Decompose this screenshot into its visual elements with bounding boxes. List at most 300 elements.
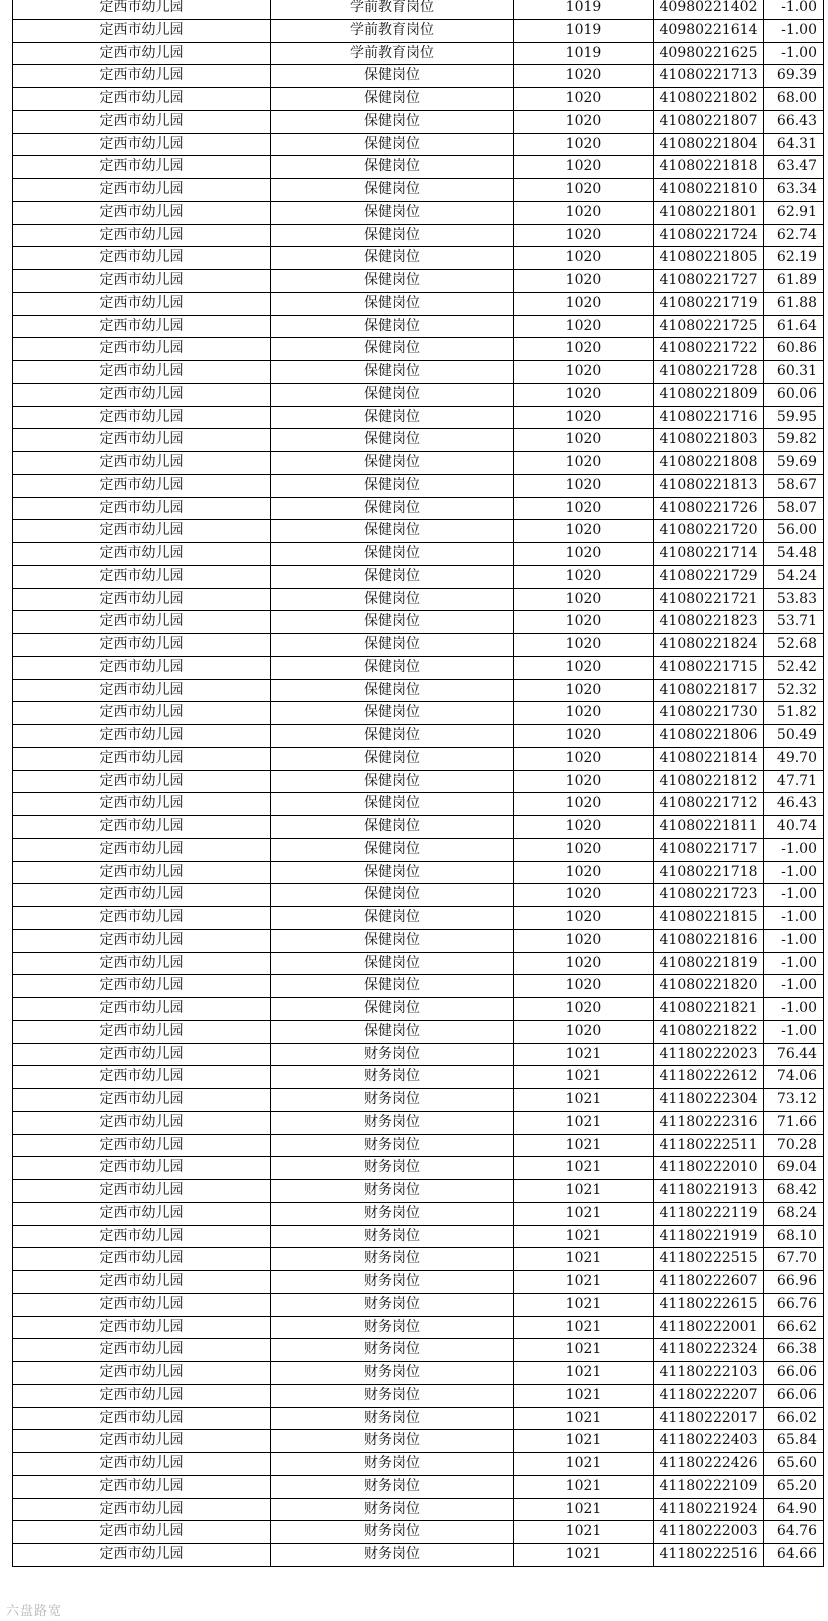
score-cell: 62.91	[764, 201, 824, 224]
position-cell: 保健岗位	[271, 156, 514, 179]
position-code-cell: 1019	[514, 0, 654, 19]
position-code-cell: 1021	[514, 1180, 654, 1203]
ticket-number-cell: 41080221725	[654, 315, 764, 338]
score-cell: 70.28	[764, 1134, 824, 1157]
table-row	[13, 383, 824, 406]
score-cell: -1.00	[764, 998, 824, 1021]
table-row	[13, 1407, 824, 1430]
table-row	[13, 1134, 824, 1157]
score-cell: 66.02	[764, 1407, 824, 1430]
table-row	[13, 702, 824, 725]
position-cell: 保健岗位	[271, 292, 514, 315]
ticket-number-cell: 41080221724	[654, 224, 764, 247]
score-cell: -1.00	[764, 975, 824, 998]
position-code-cell: 1021	[514, 1202, 654, 1225]
ticket-number-cell: 41080221712	[654, 793, 764, 816]
table-row	[13, 588, 824, 611]
table-row	[13, 634, 824, 657]
table-row	[13, 42, 824, 65]
employer-cell: 定西市幼儿园	[13, 634, 271, 657]
position-code-cell: 1021	[514, 1384, 654, 1407]
score-cell: 61.88	[764, 292, 824, 315]
employer-cell: 定西市幼儿园	[13, 429, 271, 452]
score-table-body	[13, 0, 824, 1566]
table-row	[13, 156, 824, 179]
table-row	[13, 1020, 824, 1043]
ticket-number-cell: 41180222304	[654, 1089, 764, 1112]
ticket-number-cell: 41080221824	[654, 634, 764, 657]
position-code-cell: 1021	[514, 1453, 654, 1476]
position-cell: 保健岗位	[271, 452, 514, 475]
ticket-number-cell: 41080221716	[654, 406, 764, 429]
table-row	[13, 1248, 824, 1271]
score-cell: -1.00	[764, 0, 824, 19]
employer-cell: 定西市幼儿园	[13, 1180, 271, 1203]
employer-cell: 定西市幼儿园	[13, 292, 271, 315]
position-cell: 保健岗位	[271, 816, 514, 839]
score-cell: 69.39	[764, 65, 824, 88]
employer-cell: 定西市幼儿园	[13, 1407, 271, 1430]
score-cell: 68.00	[764, 88, 824, 111]
position-cell: 保健岗位	[271, 565, 514, 588]
position-cell: 保健岗位	[271, 929, 514, 952]
position-cell: 保健岗位	[271, 634, 514, 657]
position-cell: 财务岗位	[271, 1544, 514, 1567]
position-cell: 财务岗位	[271, 1316, 514, 1339]
ticket-number-cell: 41080221813	[654, 474, 764, 497]
table-row	[13, 1384, 824, 1407]
table-row	[13, 679, 824, 702]
position-code-cell: 1021	[514, 1407, 654, 1430]
position-cell: 保健岗位	[271, 725, 514, 748]
position-code-cell: 1020	[514, 998, 654, 1021]
position-cell: 保健岗位	[271, 838, 514, 861]
ticket-number-cell: 41080221819	[654, 952, 764, 975]
table-row	[13, 838, 824, 861]
employer-cell: 定西市幼儿园	[13, 0, 271, 19]
table-row	[13, 611, 824, 634]
table-row	[13, 1339, 824, 1362]
score-cell: 49.70	[764, 747, 824, 770]
position-code-cell: 1021	[514, 1089, 654, 1112]
employer-cell: 定西市幼儿园	[13, 315, 271, 338]
employer-cell: 定西市幼儿园	[13, 1225, 271, 1248]
ticket-number-cell: 41080221812	[654, 770, 764, 793]
employer-cell: 定西市幼儿园	[13, 133, 271, 156]
position-cell: 保健岗位	[271, 611, 514, 634]
employer-cell: 定西市幼儿园	[13, 702, 271, 725]
score-cell: 68.24	[764, 1202, 824, 1225]
score-cell: -1.00	[764, 929, 824, 952]
employer-cell: 定西市幼儿园	[13, 224, 271, 247]
table-row	[13, 1453, 824, 1476]
ticket-number-cell: 41080221713	[654, 65, 764, 88]
position-code-cell: 1021	[514, 1248, 654, 1271]
position-cell: 保健岗位	[271, 110, 514, 133]
score-cell: 53.83	[764, 588, 824, 611]
position-cell: 财务岗位	[271, 1134, 514, 1157]
employer-cell: 定西市幼儿园	[13, 952, 271, 975]
position-cell: 财务岗位	[271, 1202, 514, 1225]
score-cell: 64.31	[764, 133, 824, 156]
ticket-number-cell: 41080221728	[654, 361, 764, 384]
table-row	[13, 1066, 824, 1089]
position-cell: 保健岗位	[271, 338, 514, 361]
score-cell: 59.69	[764, 452, 824, 475]
table-row	[13, 656, 824, 679]
table-row	[13, 1271, 824, 1294]
score-cell: 68.42	[764, 1180, 824, 1203]
position-code-cell: 1020	[514, 702, 654, 725]
employer-cell: 定西市幼儿园	[13, 611, 271, 634]
employer-cell: 定西市幼儿园	[13, 679, 271, 702]
ticket-number-cell: 41080221815	[654, 907, 764, 930]
position-cell: 保健岗位	[271, 884, 514, 907]
table-row	[13, 1475, 824, 1498]
employer-cell: 定西市幼儿园	[13, 110, 271, 133]
ticket-number-cell: 41080221822	[654, 1020, 764, 1043]
table-row	[13, 725, 824, 748]
score-cell: 66.06	[764, 1384, 824, 1407]
position-cell: 财务岗位	[271, 1293, 514, 1316]
table-row	[13, 1225, 824, 1248]
position-code-cell: 1020	[514, 497, 654, 520]
table-row	[13, 952, 824, 975]
score-table	[12, 0, 824, 1567]
position-cell: 财务岗位	[271, 1111, 514, 1134]
ticket-number-cell: 41180221919	[654, 1225, 764, 1248]
score-cell: 60.06	[764, 383, 824, 406]
score-cell: -1.00	[764, 19, 824, 42]
position-code-cell: 1019	[514, 19, 654, 42]
score-cell: 47.71	[764, 770, 824, 793]
position-code-cell: 1020	[514, 429, 654, 452]
position-code-cell: 1020	[514, 543, 654, 566]
position-cell: 保健岗位	[271, 656, 514, 679]
ticket-number-cell: 41180222511	[654, 1134, 764, 1157]
employer-cell: 定西市幼儿园	[13, 1544, 271, 1567]
ticket-number-cell: 41080221727	[654, 270, 764, 293]
employer-cell: 定西市幼儿园	[13, 929, 271, 952]
table-row	[13, 1521, 824, 1544]
score-cell: -1.00	[764, 1020, 824, 1043]
score-cell: 66.06	[764, 1362, 824, 1385]
position-cell: 财务岗位	[271, 1407, 514, 1430]
position-code-cell: 1021	[514, 1475, 654, 1498]
position-code-cell: 1020	[514, 383, 654, 406]
position-cell: 财务岗位	[271, 1362, 514, 1385]
position-cell: 保健岗位	[271, 975, 514, 998]
employer-cell: 定西市幼儿园	[13, 998, 271, 1021]
position-code-cell: 1020	[514, 634, 654, 657]
ticket-number-cell: 41080221811	[654, 816, 764, 839]
position-cell: 财务岗位	[271, 1225, 514, 1248]
table-row	[13, 747, 824, 770]
position-cell: 保健岗位	[271, 247, 514, 270]
ticket-number-cell: 41180222010	[654, 1157, 764, 1180]
employer-cell: 定西市幼儿园	[13, 19, 271, 42]
employer-cell: 定西市幼儿园	[13, 1043, 271, 1066]
employer-cell: 定西市幼儿园	[13, 42, 271, 65]
ticket-number-cell: 41080221726	[654, 497, 764, 520]
employer-cell: 定西市幼儿园	[13, 816, 271, 839]
ticket-number-cell: 41080221820	[654, 975, 764, 998]
score-cell: 54.48	[764, 543, 824, 566]
employer-cell: 定西市幼儿园	[13, 1066, 271, 1089]
position-cell: 财务岗位	[271, 1248, 514, 1271]
position-code-cell: 1020	[514, 338, 654, 361]
table-row	[13, 1043, 824, 1066]
ticket-number-cell: 41180222003	[654, 1521, 764, 1544]
score-cell: 66.76	[764, 1293, 824, 1316]
ticket-number-cell: 41080221823	[654, 611, 764, 634]
score-cell: 60.31	[764, 361, 824, 384]
score-cell: 52.42	[764, 656, 824, 679]
ticket-number-cell: 41180222207	[654, 1384, 764, 1407]
ticket-number-cell: 41180222426	[654, 1453, 764, 1476]
employer-cell: 定西市幼儿园	[13, 861, 271, 884]
employer-cell: 定西市幼儿园	[13, 247, 271, 270]
employer-cell: 定西市幼儿园	[13, 520, 271, 543]
position-cell: 学前教育岗位	[271, 0, 514, 19]
ticket-number-cell: 41180222023	[654, 1043, 764, 1066]
position-cell: 保健岗位	[271, 907, 514, 930]
table-row	[13, 361, 824, 384]
position-code-cell: 1021	[514, 1362, 654, 1385]
table-row	[13, 19, 824, 42]
table-row	[13, 88, 824, 111]
position-code-cell: 1020	[514, 452, 654, 475]
ticket-number-cell: 41180222017	[654, 1407, 764, 1430]
position-cell: 保健岗位	[271, 179, 514, 202]
ticket-number-cell: 41080221810	[654, 179, 764, 202]
position-cell: 保健岗位	[271, 588, 514, 611]
employer-cell: 定西市幼儿园	[13, 725, 271, 748]
ticket-number-cell: 41180222612	[654, 1066, 764, 1089]
table-row	[13, 292, 824, 315]
employer-cell: 定西市幼儿园	[13, 1157, 271, 1180]
score-cell: 58.67	[764, 474, 824, 497]
table-row	[13, 1498, 824, 1521]
position-cell: 保健岗位	[271, 520, 514, 543]
position-cell: 保健岗位	[271, 793, 514, 816]
employer-cell: 定西市幼儿园	[13, 1111, 271, 1134]
position-cell: 财务岗位	[271, 1384, 514, 1407]
table-row	[13, 929, 824, 952]
table-row	[13, 1157, 824, 1180]
position-code-cell: 1020	[514, 679, 654, 702]
ticket-number-cell: 41080221723	[654, 884, 764, 907]
table-row	[13, 429, 824, 452]
employer-cell: 定西市幼儿园	[13, 201, 271, 224]
position-cell: 保健岗位	[271, 861, 514, 884]
position-cell: 财务岗位	[271, 1043, 514, 1066]
table-row	[13, 1362, 824, 1385]
position-code-cell: 1020	[514, 838, 654, 861]
table-row	[13, 315, 824, 338]
ticket-number-cell: 41180222516	[654, 1544, 764, 1567]
position-code-cell: 1020	[514, 725, 654, 748]
employer-cell: 定西市幼儿园	[13, 975, 271, 998]
position-cell: 保健岗位	[271, 383, 514, 406]
table-row	[13, 0, 824, 19]
table-row	[13, 793, 824, 816]
ticket-number-cell: 41080221801	[654, 201, 764, 224]
score-cell: 63.47	[764, 156, 824, 179]
score-cell: 66.38	[764, 1339, 824, 1362]
table-row	[13, 452, 824, 475]
position-code-cell: 1020	[514, 179, 654, 202]
table-row	[13, 133, 824, 156]
position-cell: 财务岗位	[271, 1089, 514, 1112]
ticket-number-cell: 41080221722	[654, 338, 764, 361]
table-row	[13, 1293, 824, 1316]
score-cell: 59.82	[764, 429, 824, 452]
position-code-cell: 1020	[514, 816, 654, 839]
ticket-number-cell: 41180222109	[654, 1475, 764, 1498]
position-code-cell: 1021	[514, 1157, 654, 1180]
position-code-cell: 1021	[514, 1430, 654, 1453]
score-cell: 51.82	[764, 702, 824, 725]
employer-cell: 定西市幼儿园	[13, 1020, 271, 1043]
position-cell: 学前教育岗位	[271, 42, 514, 65]
ticket-number-cell: 41180222103	[654, 1362, 764, 1385]
ticket-number-cell: 41080221715	[654, 656, 764, 679]
employer-cell: 定西市幼儿园	[13, 65, 271, 88]
table-row	[13, 1316, 824, 1339]
ticket-number-cell: 40980221614	[654, 19, 764, 42]
table-row	[13, 884, 824, 907]
position-cell: 保健岗位	[271, 429, 514, 452]
ticket-number-cell: 41080221818	[654, 156, 764, 179]
employer-cell: 定西市幼儿园	[13, 383, 271, 406]
employer-cell: 定西市幼儿园	[13, 452, 271, 475]
score-cell: -1.00	[764, 907, 824, 930]
position-cell: 保健岗位	[271, 224, 514, 247]
ticket-number-cell: 41180222324	[654, 1339, 764, 1362]
ticket-number-cell: 41080221804	[654, 133, 764, 156]
position-code-cell: 1021	[514, 1498, 654, 1521]
ticket-number-cell: 41080221807	[654, 110, 764, 133]
position-cell: 保健岗位	[271, 201, 514, 224]
employer-cell: 定西市幼儿园	[13, 838, 271, 861]
employer-cell: 定西市幼儿园	[13, 338, 271, 361]
ticket-number-cell: 41080221803	[654, 429, 764, 452]
ticket-number-cell: 41080221805	[654, 247, 764, 270]
watermark-text: 六盘路宽	[6, 1604, 63, 1619]
score-cell: 66.96	[764, 1271, 824, 1294]
ticket-number-cell: 41080221717	[654, 838, 764, 861]
table-row	[13, 1111, 824, 1134]
ticket-number-cell: 40980221625	[654, 42, 764, 65]
position-cell: 财务岗位	[271, 1521, 514, 1544]
position-code-cell: 1021	[514, 1521, 654, 1544]
position-code-cell: 1020	[514, 1020, 654, 1043]
employer-cell: 定西市幼儿园	[13, 884, 271, 907]
position-cell: 保健岗位	[271, 1020, 514, 1043]
ticket-number-cell: 41180222615	[654, 1293, 764, 1316]
position-code-cell: 1020	[514, 770, 654, 793]
position-code-cell: 1020	[514, 247, 654, 270]
table-row	[13, 179, 824, 202]
table-row	[13, 65, 824, 88]
table-row	[13, 520, 824, 543]
position-code-cell: 1020	[514, 292, 654, 315]
table-row	[13, 1430, 824, 1453]
table-row	[13, 497, 824, 520]
ticket-number-cell: 41080221806	[654, 725, 764, 748]
table-row	[13, 338, 824, 361]
ticket-number-cell: 41080221817	[654, 679, 764, 702]
employer-cell: 定西市幼儿园	[13, 497, 271, 520]
position-cell: 保健岗位	[271, 474, 514, 497]
ticket-number-cell: 41180222001	[654, 1316, 764, 1339]
employer-cell: 定西市幼儿园	[13, 793, 271, 816]
position-cell: 保健岗位	[271, 315, 514, 338]
table-row	[13, 406, 824, 429]
position-code-cell: 1020	[514, 270, 654, 293]
position-code-cell: 1020	[514, 201, 654, 224]
table-row	[13, 110, 824, 133]
position-cell: 保健岗位	[271, 952, 514, 975]
position-code-cell: 1021	[514, 1225, 654, 1248]
employer-cell: 定西市幼儿园	[13, 1089, 271, 1112]
score-cell: 62.19	[764, 247, 824, 270]
employer-cell: 定西市幼儿园	[13, 270, 271, 293]
employer-cell: 定西市幼儿园	[13, 1202, 271, 1225]
employer-cell: 定西市幼儿园	[13, 1453, 271, 1476]
position-code-cell: 1020	[514, 747, 654, 770]
position-code-cell: 1021	[514, 1271, 654, 1294]
position-code-cell: 1020	[514, 224, 654, 247]
position-cell: 财务岗位	[271, 1430, 514, 1453]
employer-cell: 定西市幼儿园	[13, 474, 271, 497]
score-cell: -1.00	[764, 884, 824, 907]
table-row	[13, 770, 824, 793]
employer-cell: 定西市幼儿园	[13, 588, 271, 611]
score-cell: 56.00	[764, 520, 824, 543]
employer-cell: 定西市幼儿园	[13, 907, 271, 930]
table-row	[13, 1180, 824, 1203]
ticket-number-cell: 41080221821	[654, 998, 764, 1021]
employer-cell: 定西市幼儿园	[13, 1475, 271, 1498]
employer-cell: 定西市幼儿园	[13, 88, 271, 111]
score-cell: 65.20	[764, 1475, 824, 1498]
position-code-cell: 1020	[514, 110, 654, 133]
employer-cell: 定西市幼儿园	[13, 770, 271, 793]
position-cell: 财务岗位	[271, 1475, 514, 1498]
position-cell: 保健岗位	[271, 770, 514, 793]
ticket-number-cell: 41180222607	[654, 1271, 764, 1294]
position-cell: 财务岗位	[271, 1271, 514, 1294]
position-code-cell: 1021	[514, 1316, 654, 1339]
position-code-cell: 1021	[514, 1339, 654, 1362]
table-row	[13, 861, 824, 884]
ticket-number-cell: 41080221729	[654, 565, 764, 588]
score-cell: 76.44	[764, 1043, 824, 1066]
employer-cell: 定西市幼儿园	[13, 1248, 271, 1271]
position-code-cell: 1020	[514, 975, 654, 998]
ticket-number-cell: 41080221816	[654, 929, 764, 952]
employer-cell: 定西市幼儿园	[13, 406, 271, 429]
score-cell: 67.70	[764, 1248, 824, 1271]
employer-cell: 定西市幼儿园	[13, 747, 271, 770]
ticket-number-cell: 41080221721	[654, 588, 764, 611]
score-cell: 50.49	[764, 725, 824, 748]
ticket-number-cell: 41180221924	[654, 1498, 764, 1521]
table-row	[13, 474, 824, 497]
ticket-number-cell: 41080221714	[654, 543, 764, 566]
